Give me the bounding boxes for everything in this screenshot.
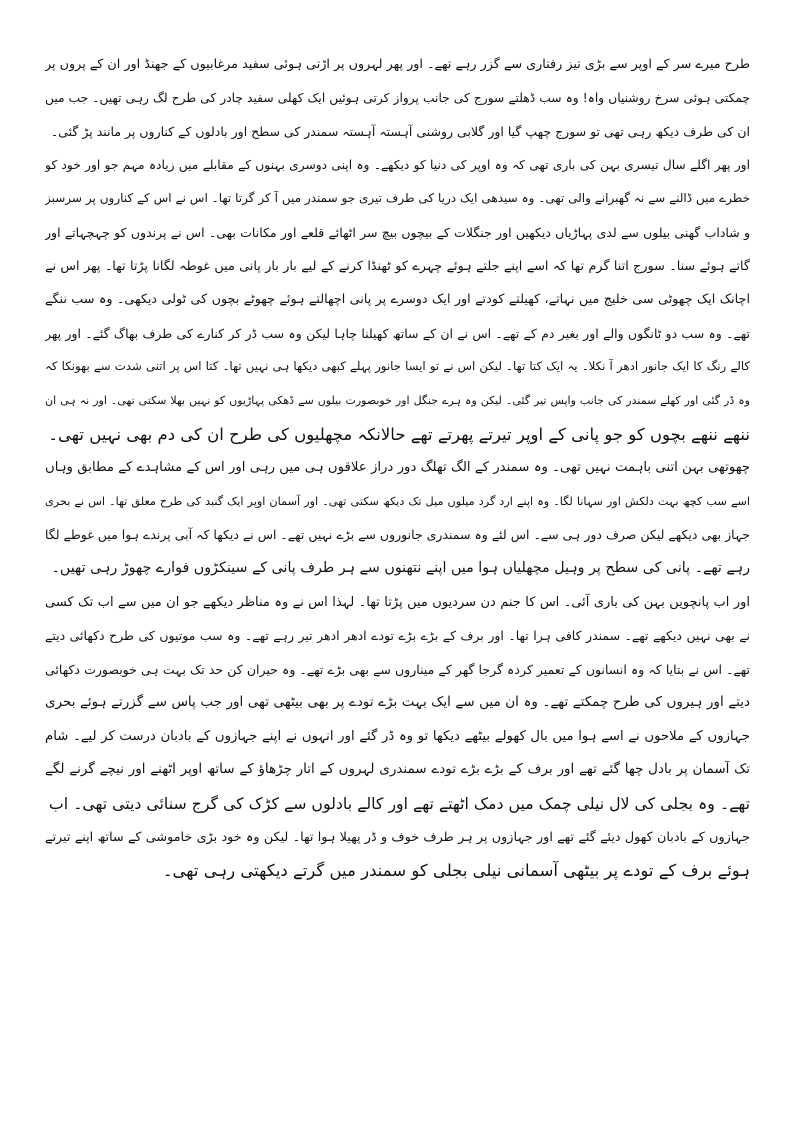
paragraph-fifth-sister (45, 586, 750, 888)
text-line: جہاز بھی دیکھے لیکن صرف دور ہی سے۔ اس لئے وہ سمندری جانوروں سے بڑے نہیں تھے۔ اس نے دیکھا کہ آبی پرندے ہوا میں غوطے لگا (45, 527, 750, 543)
text-line: خطرے میں ڈالنے سے نہ گھبرانے والی تھی۔ وہ سیدھی ایک دریا کی طرف تیری جو سمندر میں آ کر گرتا تھا۔ اس نے اس کے کناروں پر سرسبز (45, 191, 750, 206)
text-line: نے بھی نہیں دیکھے تھے۔ سمندر کافی ہرا تھا۔ اور برف کے بڑے بڑے تودے ادھر ادھر تیر رہے تھے۔ وہ سب موتیوں کی طرح دکھائی دیتے (45, 628, 750, 644)
text-line: اچانک ایک چھوٹی سی خلیج میں نہاتے، کھیلتے کودتے اور ایک دوسرے پر پانی اچھالتے ہوئے چھوٹے بچوں کی ٹولی دیکھی۔ وہ سب ننگے (45, 292, 750, 308)
text-line: ان کی طرف دیکھ رہی تھی تو سورج چھپ گیا اور گلابی روشنی آہستہ آہستہ سمندر کی سطح اور بادلوں کے کناروں پر مانند پڑ گئی۔ (50, 124, 750, 140)
text-line: اور اب پانچویں بہن کی باری آئی۔ اس کا جنم دن سردیوں میں پڑتا تھا۔ لہذا اس نے وہ مناظر دیکھے جو ان میں سے اب تک کسی (45, 594, 750, 610)
text-line: وہ ڈر گئی اور کھلے سمندر کی جانب واپس تیر گئی۔ لیکن وہ ہرے جنگل اور خوبصورت بیلوں سے ڈھکی پہاڑیوں کو نہیں بھلا سکتی تھی۔ اور نہ ہی ان (45, 393, 750, 407)
text-line: اور پھر اگلے سال تیسری بہن کی باری تھی کہ وہ اوپر کی دنیا کو دیکھے۔ وہ اپنی دوسری بہنوں کے مقابلے میں زیادہ مہم جو اور خود کو (45, 157, 750, 172)
text-line: تک آسمان پر بادل چھا گئے تھے اور برف کے بڑے بڑے تودے سمندری لہروں کے اتار چڑھاؤ کے ساتھ اوپر اٹھنے اور نیچے گرنے لگے (45, 761, 750, 778)
text-line: اسے سب کچھ بہت دلکش اور سہانا لگا۔ وہ اپنے ارد گرد میلوں میل تک دیکھ سکتی تھی۔ اور آسمان اوپر ایک گنبد کی طرح معلق تھا۔ اس نے بحری (45, 494, 750, 508)
paragraph-sunset (45, 48, 750, 149)
text-line: ننھے ننھے بچوں کو جو پانی کے اوپر تیرتے پھرتے تھے حالانکہ مچھلیوں کی طرح ان کی دم بھی نہیں تھی۔ (48, 424, 750, 444)
text-line: و شاداب گھنی بیلوں سے لدی پہاڑیاں دیکھیں اور جنگلات کے بیچوں بیچ سر اٹھائے قلعے اور مکانات بھی۔ اس نے پرندوں کو چہچہاتے اور (45, 224, 750, 240)
text-line: جہازوں کے ملاحوں نے اسے ہوا میں بال کھولے بیٹھے دیکھا تو وہ ڈر گئے اور انہوں نے اپنے جہازوں کے بادبان درست کر لیے۔ شام (45, 728, 750, 744)
text-line: طرح میرے سر کے اوپر سے بڑی تیز رفتاری سے گزر رہے تھے۔ اور پھر لہروں پر اڑتی ہوئی سفید مرغابیوں کے جھنڈ اور ان کے پروں پر (45, 57, 750, 72)
text-line: ہوئے برف کے تودے پر بیٹھی آسمانی نیلی بجلی کو سمندر میں گرتے دیکھتی رہی تھی۔ (162, 861, 750, 881)
document-page (45, 48, 750, 1088)
text-line: تھے۔ وہ بجلی کی لال نیلی چمک میں دمک اٹھتے تھے اور کالے بادلوں سے کڑک کی گرج سنائی دیتی تھی۔ اب (48, 794, 750, 814)
paragraph-third-sister (45, 149, 750, 451)
text-line: دیتے اور ہیروں کی طرح چمکتے تھے۔ وہ ان میں سے ایک بہت بڑے تودے پر بھی بیٹھی تھی اور جب پاس سے گزرتے ہوئے بحری (45, 694, 750, 711)
text-line: تھے۔ اس نے بتایا کہ وہ انسانوں کے تعمیر کردہ گرجا گھر کے میناروں سے بھی بڑے تھے۔ وہ حیران کن حد تک بہت ہی خوبصورت دکھائی (45, 661, 750, 677)
text-line: جہازوں کے بادبان کھول دیئے گئے تھے اور جہازوں پر ہر طرف خوف و ڈر پھیلا ہوا تھا۔ لیکن وہ خود بڑی خاموشی کے ساتھ اپنے تیرتے (45, 829, 750, 845)
text-line: کالے رنگ کا ایک جانور ادھر آ نکلا۔ یہ ایک کتا تھا۔ لیکن اس نے تو ایسا جانور پہلے کبھی دیکھا ہی نہیں تھا۔ کتا اس پر اتنی شدت سے بھونکا کہ (45, 359, 750, 374)
text-line: چھوتھی بہن اتنی باہمت نہیں تھی۔ وہ سمندر کے الگ تھلگ دور دراز علاقوں ہی میں رہی اور اس کے مشاہدے کے مطابق وہاں (45, 460, 750, 476)
paragraph-fourth-sister (45, 451, 750, 585)
text-line: تھے۔ وہ سب دو ٹانگوں والے اور بغیر دم کے تھے۔ اس نے ان کے ساتھ کھیلنا چاہا لیکن وہ سب ڈر کر کنارے کی طرف بھاگ گئے۔ اور پھر (45, 325, 750, 341)
text-line: رہے تھے۔ پانی کی سطح پر وہیل مچھلیاں ہوا میں اپنے نتھنوں سے ہر طرف پانی کے سینکڑوں فوارے چھوڑ رہی تھیں۔ (51, 559, 750, 576)
text-line: چمکتی ہوئی سرخ روشنیاں واہ! وہ سب ڈھلتے سورج کی جانب پرواز کرتی ہوئیں ایک کھلی سفید چادر کی طرح لگ رہی تھیں۔ جب میں (45, 90, 750, 105)
text-line: گاتے ہوئے سنا۔ سورج اتنا گرم تھا کہ اسے اپنے جلتے ہوئے چہرے کو ٹھنڈا کرنے کے لیے بار بار پانی میں غوطہ لگانا پڑتا تھا۔ پھر اس نے (45, 258, 750, 274)
